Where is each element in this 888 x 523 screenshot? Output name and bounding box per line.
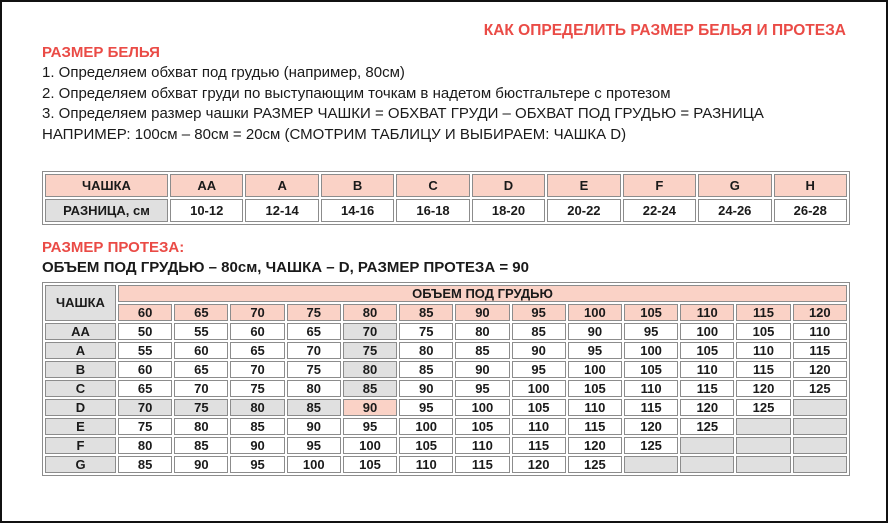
- size-value-cell: 105: [624, 361, 678, 378]
- size-value-cell: 125: [568, 456, 622, 473]
- size-value-cell: 125: [736, 399, 790, 416]
- size-value-cell: 90: [568, 323, 622, 340]
- size-value-cell: 110: [399, 456, 453, 473]
- size-value-cell: 115: [680, 380, 734, 397]
- size-value-cell: 115: [455, 456, 509, 473]
- size-row: [45, 418, 847, 435]
- size-value-cell: 80: [174, 418, 228, 435]
- size-value-cell: 115: [736, 361, 790, 378]
- size-value-cell: [680, 456, 734, 473]
- cup-name-cell: B: [321, 174, 394, 197]
- difference-cell: 16-18: [396, 199, 469, 222]
- size-value-cell: [624, 456, 678, 473]
- size-value-cell: 80: [118, 437, 172, 454]
- size-value-cell: 75: [287, 361, 341, 378]
- size-value-cell: 60: [118, 361, 172, 378]
- cup-name-cell: AA: [170, 174, 243, 197]
- size-value-cell: 100: [399, 418, 453, 435]
- size-value-cell: 95: [455, 380, 509, 397]
- prosthesis-example: ОБЪЕМ ПОД ГРУДЬЮ – 80см, ЧАШКА – D, РАЗМЕР ПРОТЕЗА = 90: [42, 259, 529, 276]
- size-row: [45, 380, 847, 397]
- page-title: КАК ОПРЕДЕЛИТЬ РАЗМЕР БЕЛЬЯ И ПРОТЕЗА: [483, 22, 846, 39]
- cup-name-cell: H: [774, 174, 848, 197]
- difference-row: [45, 199, 847, 222]
- difference-label: РАЗНИЦА, см: [45, 199, 168, 222]
- size-value-cell: 80: [287, 380, 341, 397]
- band-size-cell: 90: [455, 304, 509, 321]
- size-value-cell: 55: [118, 342, 172, 359]
- size-row: [45, 361, 847, 378]
- cup-difference-table: [42, 171, 850, 225]
- band-size-cell: 70: [230, 304, 284, 321]
- band-size-cell: 120: [793, 304, 847, 321]
- size-value-cell: 90: [512, 342, 566, 359]
- size-value-cell: 90: [174, 456, 228, 473]
- size-value-cell: 80: [343, 361, 397, 378]
- cup-label-cell: G: [45, 456, 116, 473]
- band-size-cell: 115: [736, 304, 790, 321]
- size-value-cell: 100: [680, 323, 734, 340]
- size-value-cell: 105: [568, 380, 622, 397]
- difference-cell: 18-20: [472, 199, 545, 222]
- size-value-cell: 70: [118, 399, 172, 416]
- size-value-cell: 60: [174, 342, 228, 359]
- size-row: [45, 323, 847, 340]
- underbust-band-header: ОБЪЕМ ПОД ГРУДЬЮ: [118, 285, 847, 302]
- band-header-row: [45, 285, 847, 302]
- linen-size-heading: РАЗМЕР БЕЛЬЯ: [42, 44, 160, 61]
- size-value-cell: 120: [568, 437, 622, 454]
- size-row: [45, 399, 847, 416]
- cup-label-cell: E: [45, 418, 116, 435]
- size-value-cell: 115: [512, 437, 566, 454]
- band-size-cell: 110: [680, 304, 734, 321]
- size-value-cell: 65: [174, 361, 228, 378]
- difference-cell: 22-24: [623, 199, 696, 222]
- difference-cell: 14-16: [321, 199, 394, 222]
- band-size-cell: 85: [399, 304, 453, 321]
- cup-name-cell: D: [472, 174, 545, 197]
- prosthesis-size-heading: РАЗМЕР ПРОТЕЗА:: [42, 239, 185, 256]
- size-value-cell: 75: [343, 342, 397, 359]
- size-table-corner: ЧАШКА: [45, 285, 116, 321]
- size-value-cell: [736, 437, 790, 454]
- size-row: [45, 342, 847, 359]
- size-value-cell: 75: [118, 418, 172, 435]
- size-value-cell: 115: [568, 418, 622, 435]
- size-value-cell: 80: [399, 342, 453, 359]
- size-value-cell: [793, 456, 847, 473]
- cup-name-cell: G: [698, 174, 771, 197]
- size-value-cell: 90: [343, 399, 397, 416]
- cup-label-cell: C: [45, 380, 116, 397]
- size-value-cell: 90: [455, 361, 509, 378]
- size-value-cell: 105: [343, 456, 397, 473]
- size-value-cell: 95: [230, 456, 284, 473]
- size-value-cell: 90: [230, 437, 284, 454]
- size-value-cell: 100: [568, 361, 622, 378]
- size-value-cell: 90: [399, 380, 453, 397]
- prosthesis-size-table: [42, 282, 850, 476]
- size-value-cell: 110: [793, 323, 847, 340]
- difference-cell: 24-26: [698, 199, 771, 222]
- size-row: [45, 437, 847, 454]
- cup-table-corner: ЧАШКА: [45, 174, 168, 197]
- linen-step-2: 2. Определяем обхват груди по выступающим точкам в надетом бюстгальтере с протезом: [42, 84, 671, 102]
- size-value-cell: [793, 437, 847, 454]
- difference-cell: 10-12: [170, 199, 243, 222]
- size-value-cell: 95: [568, 342, 622, 359]
- size-value-cell: 100: [512, 380, 566, 397]
- difference-cell: 12-14: [245, 199, 318, 222]
- band-size-cell: 60: [118, 304, 172, 321]
- linen-step-1: 1. Определяем обхват под грудью (например, 80см): [42, 64, 405, 81]
- size-value-cell: 60: [230, 323, 284, 340]
- size-value-cell: 65: [230, 342, 284, 359]
- size-value-cell: 120: [512, 456, 566, 473]
- size-value-cell: 65: [118, 380, 172, 397]
- size-value-cell: 100: [343, 437, 397, 454]
- size-value-cell: 70: [230, 361, 284, 378]
- size-value-cell: 110: [624, 380, 678, 397]
- size-value-cell: 75: [174, 399, 228, 416]
- size-value-cell: 70: [343, 323, 397, 340]
- size-value-cell: 110: [512, 418, 566, 435]
- size-value-cell: 105: [455, 418, 509, 435]
- band-size-cell: 100: [568, 304, 622, 321]
- size-value-cell: 95: [512, 361, 566, 378]
- size-value-cell: 115: [624, 399, 678, 416]
- size-value-cell: 85: [455, 342, 509, 359]
- size-value-cell: 100: [287, 456, 341, 473]
- size-value-cell: 95: [343, 418, 397, 435]
- size-value-cell: 55: [174, 323, 228, 340]
- band-size-cell: 65: [174, 304, 228, 321]
- cup-label-cell: B: [45, 361, 116, 378]
- size-value-cell: 115: [793, 342, 847, 359]
- difference-cell: 20-22: [547, 199, 620, 222]
- size-value-cell: 75: [230, 380, 284, 397]
- size-value-cell: 125: [680, 418, 734, 435]
- size-value-cell: 110: [455, 437, 509, 454]
- size-value-cell: 80: [230, 399, 284, 416]
- size-value-cell: 85: [287, 399, 341, 416]
- size-value-cell: 105: [399, 437, 453, 454]
- size-value-cell: 50: [118, 323, 172, 340]
- size-value-cell: 110: [680, 361, 734, 378]
- size-value-cell: [793, 399, 847, 416]
- size-row: [45, 456, 847, 473]
- cup-label-cell: F: [45, 437, 116, 454]
- size-value-cell: 105: [680, 342, 734, 359]
- size-value-cell: 90: [287, 418, 341, 435]
- size-value-cell: 85: [343, 380, 397, 397]
- cup-label-cell: D: [45, 399, 116, 416]
- cup-label-cell: AA: [45, 323, 116, 340]
- size-value-cell: 85: [118, 456, 172, 473]
- size-value-cell: 120: [680, 399, 734, 416]
- size-value-cell: 70: [174, 380, 228, 397]
- size-value-cell: 95: [624, 323, 678, 340]
- cup-header-row: [45, 174, 847, 197]
- size-value-cell: 80: [455, 323, 509, 340]
- size-value-cell: 120: [793, 361, 847, 378]
- cup-name-cell: E: [547, 174, 620, 197]
- size-value-cell: [793, 418, 847, 435]
- size-value-cell: 85: [230, 418, 284, 435]
- size-value-cell: 100: [455, 399, 509, 416]
- band-size-cell: 95: [512, 304, 566, 321]
- size-value-cell: 75: [399, 323, 453, 340]
- cup-name-cell: F: [623, 174, 696, 197]
- band-sizes-row: [45, 304, 847, 321]
- size-value-cell: 125: [793, 380, 847, 397]
- size-value-cell: 65: [287, 323, 341, 340]
- size-value-cell: 120: [624, 418, 678, 435]
- size-value-cell: 85: [512, 323, 566, 340]
- cup-name-cell: A: [245, 174, 318, 197]
- band-size-cell: 75: [287, 304, 341, 321]
- size-value-cell: 105: [736, 323, 790, 340]
- size-value-cell: [736, 418, 790, 435]
- size-value-cell: 85: [399, 361, 453, 378]
- linen-step-3: 3. Определяем размер чашки РАЗМЕР ЧАШКИ = ОБХВАТ ГРУДИ – ОБХВАТ ПОД ГРУДЬЮ = РАЗНИЦА: [42, 105, 764, 122]
- cup-name-cell: C: [396, 174, 469, 197]
- size-value-cell: 95: [287, 437, 341, 454]
- size-value-cell: 100: [624, 342, 678, 359]
- band-size-cell: 80: [343, 304, 397, 321]
- size-value-cell: 70: [287, 342, 341, 359]
- size-value-cell: 110: [568, 399, 622, 416]
- size-value-cell: 110: [736, 342, 790, 359]
- size-value-cell: 105: [512, 399, 566, 416]
- size-value-cell: 95: [399, 399, 453, 416]
- size-value-cell: 85: [174, 437, 228, 454]
- cup-label-cell: A: [45, 342, 116, 359]
- size-value-cell: 120: [736, 380, 790, 397]
- linen-example: НАПРИМЕР: 100см – 80см = 20см (СМОТРИМ ТАБЛИЦУ И ВЫБИРАЕМ: ЧАШКА D): [42, 125, 627, 143]
- size-value-cell: [736, 456, 790, 473]
- difference-cell: 26-28: [774, 199, 848, 222]
- band-size-cell: 105: [624, 304, 678, 321]
- size-value-cell: [680, 437, 734, 454]
- size-value-cell: 125: [624, 437, 678, 454]
